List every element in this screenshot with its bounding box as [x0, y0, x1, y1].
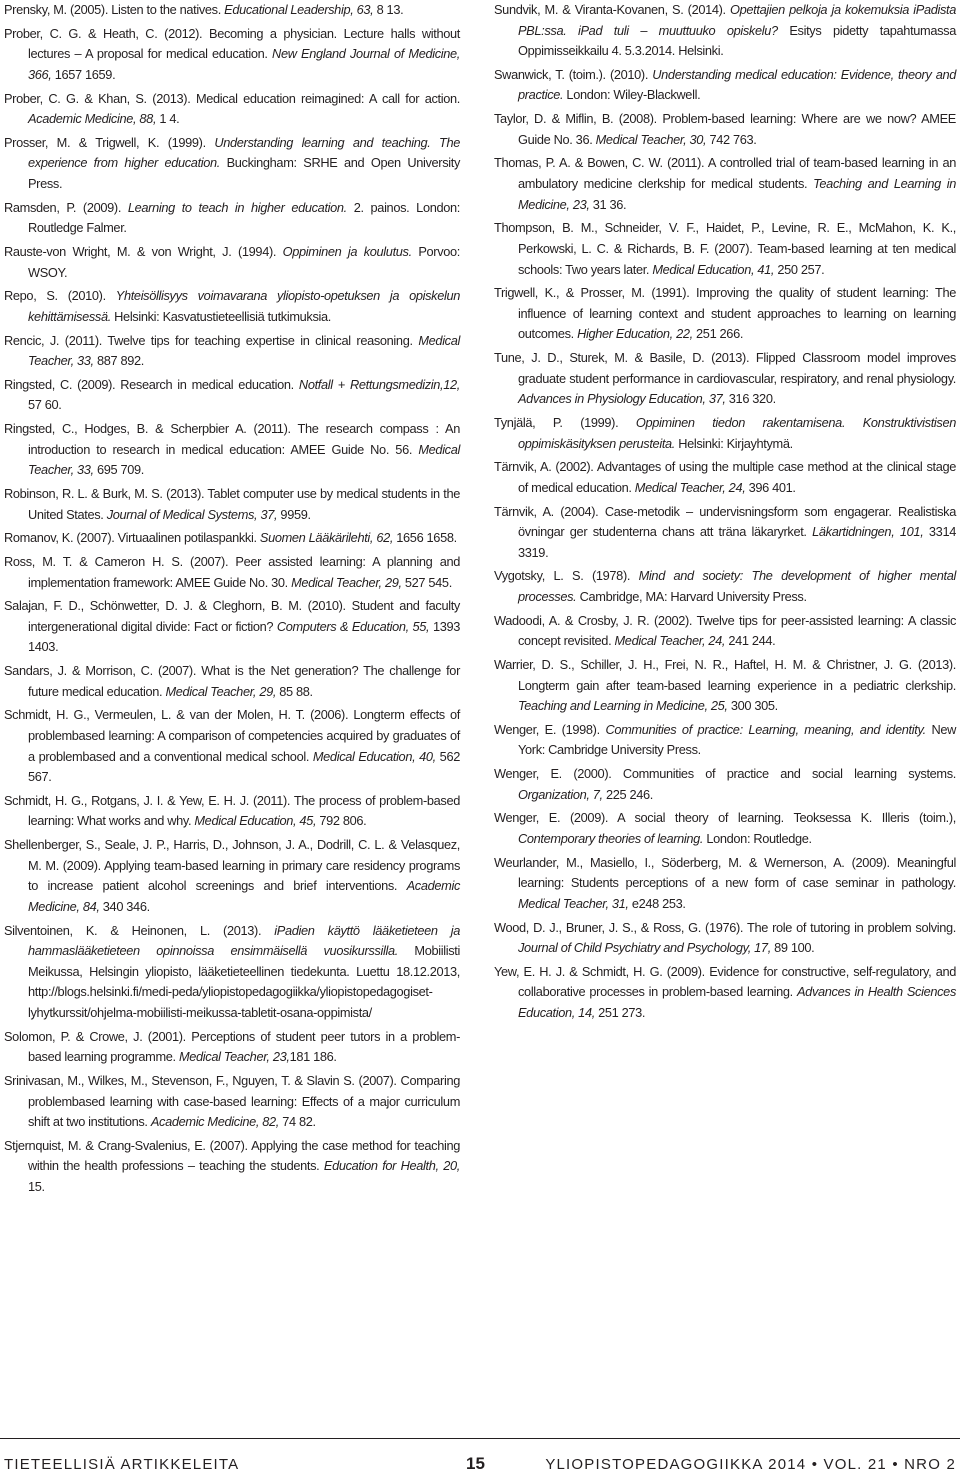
reference-entry	[494, 348, 956, 410]
reference-entry	[494, 413, 956, 454]
reference-details: Helsinki: Kasvatustieteellisiä tutkimuksia.	[110, 308, 331, 324]
reference-entry	[494, 65, 956, 106]
reference-source-title: Mind and society: The development of higher mental processes.	[518, 568, 956, 604]
reference-details: London: Wiley-Blackwell.	[563, 87, 701, 103]
reference-details: 1657 1659.	[51, 66, 116, 82]
reference-source-title: Advances in Physiology Education, 37,	[518, 391, 726, 407]
reference-details: 250 257.	[774, 261, 825, 277]
reference-details: Mobiilisti Meikussa, Helsingin yliopisto, lääketieteellinen tiedekunta. Luettu 18.12.2013, http://blogs.helsinki.fi/medi-peda/yliopistopedagogiikka/yliopistopedagogiset-lyhytkurssit/ohjelma-mobiilisti-meikussa-tabletit-osana-oppimista/	[28, 943, 460, 1020]
reference-details: New York: Cambridge University Press.	[518, 721, 956, 758]
reference-entry	[4, 552, 460, 593]
reference-source-title: Contemporary theories of learning.	[518, 830, 704, 846]
reference-text: Ross, M. T. & Cameron H. S. (2007). Peer assisted learning: A planning and implementation framework: AMEE Guide No. 30.	[4, 553, 460, 590]
reference-details: 1393 1403.	[28, 618, 461, 655]
reference-details: Buckingham: SRHE and Open University Press.	[28, 155, 460, 192]
reference-text: Wood, D. J., Bruner, J. S., & Ross, G. (1976). The role of tutoring in problem solving.	[494, 919, 956, 935]
reference-details: e248 253.	[628, 895, 686, 911]
reference-text: Ringsted, C., Hodges, B. & Scherpbier A. (2011). The research compass : An introduction to research in medical education: AMEE Guide No. 56.	[4, 421, 460, 457]
reference-source-title: Medical Teacher, 30,	[595, 131, 707, 147]
reference-entry	[494, 283, 956, 345]
reference-entry	[494, 611, 956, 652]
reference-entry	[4, 921, 460, 1024]
reference-details: 181 186.	[289, 1049, 337, 1065]
reference-entry	[4, 198, 460, 239]
reference-source-title: Educational Leadership, 63,	[224, 2, 374, 17]
reference-entry	[4, 1071, 460, 1133]
reference-entry	[494, 808, 956, 849]
reference-details: Porvoo: WSOY.	[28, 244, 460, 280]
reference-text: Wenger, E. (2009). A social theory of learning. Teoksessa K. Illeris (toim.),	[494, 810, 956, 826]
reference-source-title: Teaching and Learning in Medicine, 23,	[518, 176, 956, 212]
reference-source-title: Medical Education, 40,	[312, 748, 436, 764]
reference-details: 8 13.	[373, 2, 404, 17]
reference-text: Prober, C. G. & Heath, C. (2012). Becoming a physician. Lecture halls without lectures – A proposal for medical education.	[4, 25, 460, 62]
reference-source-title: Suomen Lääkärilehti, 62,	[259, 530, 394, 546]
reference-text: Swanwick, T. (toim.). (2010).	[494, 66, 653, 82]
reference-text: Rencic, J. (2011). Twelve tips for teaching expertise in clinical reasoning.	[4, 332, 419, 348]
reference-source-title: Medical Education, 41,	[652, 261, 775, 277]
reference-source-title: Computers & Education, 55,	[276, 618, 430, 634]
reference-entry	[4, 0, 460, 21]
reference-details: 251 266.	[692, 326, 744, 342]
reference-details: 31 36.	[589, 196, 627, 212]
reference-text: Stjernquist, M. & Crang-Svalenius, E. (2007). Applying the case method for teaching within the health professions – teaching the students.	[4, 1137, 460, 1174]
footer-journal-info: YLIOPISTOPEDAGOGIIKKA 2014 • VOL. 21 • NRO 2	[545, 1456, 956, 1473]
reference-details: 527 545.	[401, 574, 452, 590]
reference-details: 887 892.	[93, 353, 144, 369]
reference-text: Robinson, R. L. & Burk, M. S. (2013). Tablet computer use by medical students in the United States.	[4, 486, 460, 522]
reference-source-title: Medical Teacher, 33,	[28, 332, 460, 369]
reference-details: 85 88.	[276, 683, 313, 699]
reference-text: Srinivasan, M., Wilkes, M., Stevenson, F., Nguyen, T. & Slavin S. (2007). Comparing problembased learning with case-based learning: Effects of a major curriculum shift at two institutions.	[4, 1072, 460, 1130]
reference-source-title: Oppiminen tiedon rakentamisena. Konstruktivistisen oppimiskäsityksen perusteita.	[518, 414, 956, 451]
reference-source-title: New England Journal of Medicine, 366,	[28, 46, 461, 82]
footer-section-title: TIETEELLISIÄ ARTIKKELEITA	[4, 1456, 240, 1473]
reference-text: Shellenberger, S., Seale, J. P., Harris, D., Johnson, J. A., Dodrill, C. L. & Velasquez, M. M. (2009). Applying team-based learning in primary care residency programs to increase patient alcohol screenings and brief interventions.	[4, 837, 460, 894]
reference-entry	[4, 1027, 460, 1068]
reference-source-title: Medical Teacher, 24,	[634, 479, 746, 495]
reference-details: 89 100.	[770, 940, 815, 956]
reference-entry	[494, 109, 956, 150]
reference-text: Silventoinen, K. & Heinonen, L. (2013).	[4, 922, 275, 938]
page-number: 15	[466, 1454, 485, 1473]
reference-source-title: Medical Teacher, 29,	[165, 683, 277, 699]
reference-entry	[494, 457, 956, 498]
footer-divider	[0, 1438, 960, 1439]
reference-entry	[494, 962, 956, 1024]
reference-details: Cambridge, MA: Harvard University Press.	[576, 588, 807, 604]
reference-source-title: Medical Education, 45,	[194, 813, 317, 829]
reference-source-title: Academic Medicine, 82,	[150, 1114, 279, 1130]
reference-entry	[494, 853, 956, 915]
reference-details: 562 567.	[28, 748, 460, 785]
reference-text: Tärnvik, A. (2004). Case-metodik – undervisningsform som engagerar. Realistiska övningar ger studenterna chans att träna läkaryrket.	[494, 503, 956, 540]
reference-details: 316 320.	[725, 391, 776, 407]
reference-text: Salajan, F. D., Schönwetter, D. J. & Cleghorn, B. M. (2010). Student and faculty intergenerational digital divide: Fact or fiction?	[4, 598, 460, 634]
reference-text: Prosser, M. & Trigwell, K. (1999).	[4, 134, 215, 150]
reference-source-title: Higher Education, 22,	[577, 326, 693, 342]
references-left-column	[4, 0, 460, 1201]
reference-source-title: Teaching and Learning in Medicine, 25,	[518, 698, 728, 714]
reference-details: 251 273.	[594, 1005, 646, 1020]
reference-text: Wadoodi, A. & Crosby, J. R. (2002). Twelve tips for peer-assisted learning: A classic concept revisited.	[494, 612, 956, 649]
references-right-column	[494, 0, 956, 1027]
reference-source-title: Communities of practice: Learning, meaning, and identity.	[605, 721, 926, 737]
reference-entry	[494, 0, 956, 62]
reference-text: Tynjälä, P. (1999).	[494, 414, 636, 430]
reference-source-title: Läkartidningen, 101,	[812, 524, 924, 540]
reference-entry	[494, 764, 956, 805]
reference-source-title: Understanding learning and teaching. The experience from higher education.	[28, 134, 460, 171]
reference-details: 3314 3319.	[518, 524, 956, 560]
reference-details: Esitys pidetty tapahtumassa Oppimisseikkailu 4. 5.3.2014. Helsinki.	[518, 22, 956, 59]
reference-entry	[4, 24, 460, 86]
reference-text: Ramsden, P. (2009).	[4, 199, 128, 215]
reference-details: London: Routledge.	[703, 830, 812, 846]
reference-entry	[4, 528, 460, 549]
reference-text: Yew, E. H. J. & Schmidt, H. G. (2009). Evidence for constructive, self-regulatory, and collaborative processes in problem-based learning.	[494, 963, 956, 1000]
reference-source-title: Journal of Medical Systems, 37,	[106, 506, 278, 522]
reference-source-title: Education for Health, 20,	[323, 1158, 460, 1174]
reference-text: Trigwell, K., & Prosser, M. (1991). Improving the quality of student learning: The influence of learning context and student approaches to learning on learning outcomes.	[494, 285, 956, 342]
reference-entry	[494, 153, 956, 215]
reference-entry	[4, 89, 460, 130]
reference-text: Sundvik, M. & Viranta-Kovanen, S. (2014).	[494, 2, 731, 17]
reference-source-title: Journal of Child Psychiatry and Psychology, 17,	[518, 940, 771, 956]
reference-text: Taylor, D. & Miflin, B. (2008). Problem-based learning: Where are we now? AMEE Guide No. 36.	[494, 111, 956, 147]
reference-text: Prensky, M. (2005). Listen to the natives.	[4, 2, 225, 17]
reference-entry	[4, 661, 460, 702]
reference-entry	[4, 791, 460, 832]
reference-text: Warrier, D. S., Schiller, J. H., Frei, N. R., Haftel, H. M. & Christner, J. G. (2013). Longterm gain after team-based learning experience in a pediatric clerkship.	[494, 656, 956, 693]
reference-details: 241 244.	[725, 633, 776, 649]
reference-source-title: Understanding medical education: Evidence, theory and practice.	[518, 66, 957, 103]
reference-entry	[4, 419, 460, 481]
reference-details: 1 4.	[156, 111, 180, 127]
reference-entry	[494, 218, 956, 280]
reference-details: 300 305.	[727, 698, 778, 714]
reference-details: 57 60.	[28, 397, 62, 413]
reference-text: Rauste-von Wright, M. & von Wright, J. (1994).	[4, 244, 283, 259]
reference-text: Romanov, K. (2007). Virtuaalinen potilaspankki.	[4, 530, 260, 546]
reference-entry	[4, 133, 460, 195]
reference-details: 9959.	[277, 506, 311, 522]
reference-text: Vygotsky, L. S. (1978).	[494, 568, 639, 584]
reference-source-title: Opettajien pelkoja ja kokemuksia iPadista PBL:ssa. iPad tuli – muuttuuko opiskelu?	[518, 2, 956, 38]
reference-details: 396 401.	[745, 479, 796, 495]
reference-source-title: Notfall + Rettungsmedizin,12,	[298, 376, 460, 392]
reference-entry	[494, 720, 956, 761]
reference-text: Thomas, P. A. & Bowen, C. W. (2011). A controlled trial of team-based learning in an ambulatory medicine clerkship for medical students.	[494, 155, 956, 192]
reference-details: 742 763.	[706, 131, 757, 147]
reference-source-title: Learning to teach in higher education.	[127, 199, 347, 215]
reference-source-title: Advances in Health Sciences Education, 14,	[518, 984, 956, 1020]
reference-source-title: Medical Teacher, 31,	[518, 895, 629, 911]
reference-text: Schmidt, H. G., Vermeulen, L. & van der Molen, H. T. (2006). Longterm effects of problembased learning: A comparison of competencies acquired by graduates of a problembased and a conventional medical school.	[4, 707, 460, 764]
reference-entry	[4, 331, 460, 372]
reference-details: 1656 1658.	[393, 530, 457, 546]
reference-text: Sandars, J. & Morrison, C. (2007). What is the Net generation? The challenge for future medical education.	[4, 663, 460, 699]
reference-entry	[4, 375, 460, 416]
reference-details: 74 82.	[279, 1114, 316, 1130]
reference-text: Wenger, E. (1998).	[494, 721, 606, 737]
reference-entry	[494, 502, 956, 564]
reference-details: 225 246.	[602, 786, 653, 802]
reference-source-title: Medical Teacher, 33,	[28, 441, 460, 478]
reference-entry	[4, 1136, 460, 1198]
reference-source-title: Academic Medicine, 84,	[28, 878, 460, 914]
reference-entry	[4, 484, 460, 525]
reference-entry	[4, 596, 460, 658]
reference-text: Tärnvik, A. (2002). Advantages of using the multiple case method at the clinical stage of medical education.	[494, 459, 956, 495]
reference-text: Weurlander, M., Masiello, I., Söderberg, M. & Wernerson, A. (2009). Meaningful learning: Students perceptions of a new form of case seminar in pathology.	[494, 854, 956, 891]
reference-source-title: Medical Teacher, 29,	[291, 574, 402, 590]
reference-text: Wenger, E. (2000). Communities of practice and social learning systems.	[494, 766, 956, 782]
reference-text: Tune, J. D., Sturek, M. & Basile, D. (2013). Flipped Classroom model improves graduate student performance in cardiovascular, respiratory, and renal physiology.	[494, 350, 956, 386]
reference-source-title: Academic Medicine, 88,	[28, 111, 157, 127]
reference-text: Schmidt, H. G., Rotgans, J. I. & Yew, E. H. J. (2011). The process of problem-based learning: What works and why.	[4, 792, 460, 829]
reference-text: Prober, C. G. & Khan, S. (2013). Medical education reimagined: A call for action.	[4, 90, 460, 106]
reference-details: 2. painos. London: Routledge Falmer.	[28, 199, 460, 236]
reference-entry	[494, 566, 956, 607]
reference-details: 695 709.	[93, 462, 144, 478]
reference-text: Thompson, B. M., Schneider, V. F., Haidet, P., Levine, R. E., McMahon, K. K., Perkowski, L. C. & Richards, B. F. (2007). Team-based learning at ten medical schools: Two years later.	[494, 220, 956, 277]
reference-entry	[4, 286, 460, 327]
reference-text: Repo, S. (2010).	[4, 288, 116, 304]
reference-text: Solomon, P. & Crowe, J. (2001). Perceptions of student peer tutors in a problem-based learning programme.	[4, 1028, 460, 1065]
reference-text: Ringsted, C. (2009). Research in medical education.	[4, 376, 299, 392]
reference-details: Helsinki: Kirjayhtymä.	[675, 435, 793, 451]
reference-source-title: Organization, 7,	[518, 786, 603, 802]
reference-entry	[4, 835, 460, 917]
reference-details: 340 346.	[99, 898, 150, 914]
reference-details: 792 806.	[316, 813, 367, 829]
reference-source-title: iPadien käyttö lääketieteen ja hammaslääketieteen opinnoissa ensimmäisellä vuosikurssilla.	[28, 922, 460, 959]
page-footer	[0, 1438, 960, 1476]
reference-source-title: Medical Teacher, 24,	[614, 633, 726, 649]
reference-entry	[4, 705, 460, 787]
reference-source-title: Medical Teacher, 23,	[178, 1049, 290, 1065]
reference-details: 15.	[28, 1179, 45, 1195]
reference-source-title: Yhteisöllisyys voimavarana yliopisto-opetuksen ja opiskelun kehittämisessä.	[28, 288, 460, 324]
reference-entry	[494, 918, 956, 959]
reference-source-title: Oppiminen ja koulutus.	[282, 244, 412, 259]
reference-entry	[4, 242, 460, 283]
reference-entry	[494, 655, 956, 717]
